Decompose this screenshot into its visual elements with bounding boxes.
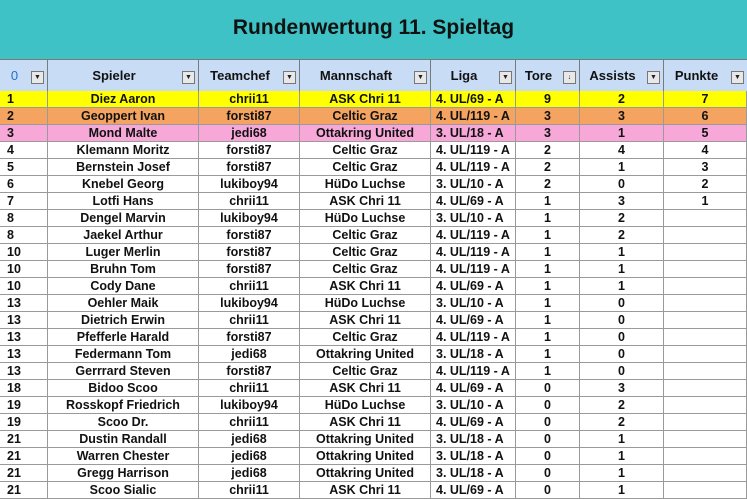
cell-rank[interactable]: 6 bbox=[0, 176, 48, 192]
cell-punkte[interactable] bbox=[664, 329, 747, 345]
cell-liga[interactable]: 4. UL/69 - A bbox=[431, 193, 516, 209]
cell-tore[interactable]: 2 bbox=[516, 176, 580, 192]
cell-assists[interactable]: 0 bbox=[580, 363, 664, 379]
cell-spieler[interactable]: Bruhn Tom bbox=[48, 261, 199, 277]
cell-tore[interactable]: 0 bbox=[516, 431, 580, 447]
table-row[interactable] bbox=[0, 159, 747, 176]
cell-tore[interactable]: 0 bbox=[516, 448, 580, 464]
table-row[interactable] bbox=[0, 448, 747, 465]
cell-liga[interactable]: 3. UL/10 - A bbox=[431, 397, 516, 413]
cell-tore[interactable]: 2 bbox=[516, 142, 580, 158]
cell-tore[interactable]: 1 bbox=[516, 227, 580, 243]
cell-teamchef[interactable]: chrii11 bbox=[199, 91, 300, 107]
cell-punkte[interactable] bbox=[664, 312, 747, 328]
cell-teamchef[interactable]: lukiboy94 bbox=[199, 397, 300, 413]
cell-spieler[interactable]: Rosskopf Friedrich bbox=[48, 397, 199, 413]
cell-punkte[interactable] bbox=[664, 397, 747, 413]
header-rank[interactable] bbox=[0, 60, 48, 91]
cell-punkte[interactable]: 2 bbox=[664, 176, 747, 192]
cell-assists[interactable]: 1 bbox=[580, 159, 664, 175]
cell-mannschaft[interactable]: Ottakring United bbox=[300, 431, 431, 447]
cell-teamchef[interactable]: forsti87 bbox=[199, 261, 300, 277]
cell-tore[interactable]: 1 bbox=[516, 295, 580, 311]
cell-spieler[interactable]: Dietrich Erwin bbox=[48, 312, 199, 328]
cell-liga[interactable]: 3. UL/18 - A bbox=[431, 125, 516, 141]
table-row[interactable] bbox=[0, 414, 747, 431]
cell-teamchef[interactable]: chrii11 bbox=[199, 193, 300, 209]
cell-mannschaft[interactable]: HüDo Luchse bbox=[300, 295, 431, 311]
cell-mannschaft[interactable]: ASK Chri 11 bbox=[300, 482, 431, 498]
cell-tore[interactable]: 1 bbox=[516, 363, 580, 379]
cell-punkte[interactable]: 4 bbox=[664, 142, 747, 158]
cell-punkte[interactable] bbox=[664, 244, 747, 260]
table-row[interactable] bbox=[0, 278, 747, 295]
table-row[interactable] bbox=[0, 312, 747, 329]
cell-spieler[interactable]: Cody Dane bbox=[48, 278, 199, 294]
cell-teamchef[interactable]: chrii11 bbox=[199, 414, 300, 430]
cell-liga[interactable]: 4. UL/119 - A bbox=[431, 261, 516, 277]
table-row[interactable] bbox=[0, 142, 747, 159]
cell-tore[interactable]: 0 bbox=[516, 465, 580, 481]
cell-rank[interactable]: 18 bbox=[0, 380, 48, 396]
cell-spieler[interactable]: Gregg Harrison bbox=[48, 465, 199, 481]
header-teamchef[interactable] bbox=[199, 60, 300, 91]
table-row[interactable] bbox=[0, 380, 747, 397]
cell-assists[interactable]: 3 bbox=[580, 193, 664, 209]
cell-assists[interactable]: 0 bbox=[580, 312, 664, 328]
cell-punkte[interactable]: 3 bbox=[664, 159, 747, 175]
cell-liga[interactable]: 3. UL/10 - A bbox=[431, 176, 516, 192]
title-bar bbox=[0, 0, 747, 59]
cell-rank[interactable]: 10 bbox=[0, 278, 48, 294]
cell-spieler[interactable]: Bernstein Josef bbox=[48, 159, 199, 175]
cell-liga[interactable]: 4. UL/119 - A bbox=[431, 227, 516, 243]
cell-assists[interactable]: 0 bbox=[580, 346, 664, 362]
table-row[interactable] bbox=[0, 244, 747, 261]
table-row[interactable] bbox=[0, 363, 747, 380]
cell-rank[interactable]: 21 bbox=[0, 448, 48, 464]
cell-mannschaft[interactable]: HüDo Luchse bbox=[300, 176, 431, 192]
header-rank-label: 0 bbox=[10, 68, 19, 83]
table-row[interactable] bbox=[0, 227, 747, 244]
cell-assists[interactable]: 0 bbox=[580, 329, 664, 345]
cell-assists[interactable]: 1 bbox=[580, 261, 664, 277]
header-liga-label: Liga bbox=[450, 68, 478, 83]
header-mannschaft[interactable] bbox=[300, 60, 431, 91]
cell-mannschaft[interactable]: ASK Chri 11 bbox=[300, 193, 431, 209]
cell-rank[interactable]: 13 bbox=[0, 363, 48, 379]
cell-punkte[interactable] bbox=[664, 227, 747, 243]
header-liga[interactable] bbox=[431, 60, 516, 91]
page-title: Rundenwertung 11. Spieltag bbox=[232, 16, 515, 39]
cell-tore[interactable]: 0 bbox=[516, 414, 580, 430]
cell-liga[interactable]: 4. UL/119 - A bbox=[431, 142, 516, 158]
cell-teamchef[interactable]: chrii11 bbox=[199, 380, 300, 396]
cell-spieler[interactable]: Lotfi Hans bbox=[48, 193, 199, 209]
table-row[interactable] bbox=[0, 346, 747, 363]
cell-liga[interactable]: 4. UL/119 - A bbox=[431, 108, 516, 124]
cell-assists[interactable]: 1 bbox=[580, 482, 664, 498]
cell-rank[interactable]: 21 bbox=[0, 482, 48, 498]
cell-punkte[interactable] bbox=[664, 295, 747, 311]
cell-spieler[interactable]: Jaekel Arthur bbox=[48, 227, 199, 243]
cell-assists[interactable]: 2 bbox=[580, 397, 664, 413]
cell-mannschaft[interactable]: ASK Chri 11 bbox=[300, 312, 431, 328]
cell-punkte[interactable] bbox=[664, 431, 747, 447]
header-assists[interactable] bbox=[580, 60, 664, 91]
cell-mannschaft[interactable]: Celtic Graz bbox=[300, 244, 431, 260]
cell-punkte[interactable]: 7 bbox=[664, 91, 747, 107]
table-row[interactable] bbox=[0, 125, 747, 142]
cell-assists[interactable]: 1 bbox=[580, 431, 664, 447]
cell-spieler[interactable]: Scoo Sialic bbox=[48, 482, 199, 498]
cell-liga[interactable]: 4. UL/69 - A bbox=[431, 91, 516, 107]
cell-tore[interactable]: 1 bbox=[516, 346, 580, 362]
cell-mannschaft[interactable]: Celtic Graz bbox=[300, 108, 431, 124]
filter-dropdown-icon[interactable]: ▼ bbox=[31, 71, 44, 84]
cell-mannschaft[interactable]: Ottakring United bbox=[300, 346, 431, 362]
cell-punkte[interactable] bbox=[664, 363, 747, 379]
filter-dropdown-icon[interactable]: ▼ bbox=[182, 71, 195, 84]
cell-mannschaft[interactable]: Celtic Graz bbox=[300, 329, 431, 345]
cell-punkte[interactable]: 6 bbox=[664, 108, 747, 124]
table-row[interactable] bbox=[0, 108, 747, 125]
cell-mannschaft[interactable]: Ottakring United bbox=[300, 125, 431, 141]
cell-rank[interactable]: 19 bbox=[0, 414, 48, 430]
cell-rank[interactable]: 19 bbox=[0, 397, 48, 413]
cell-mannschaft[interactable]: Celtic Graz bbox=[300, 142, 431, 158]
cell-rank[interactable]: 7 bbox=[0, 193, 48, 209]
cell-tore[interactable]: 1 bbox=[516, 210, 580, 226]
cell-assists[interactable]: 2 bbox=[580, 227, 664, 243]
cell-assists[interactable]: 2 bbox=[580, 210, 664, 226]
cell-teamchef[interactable]: chrii11 bbox=[199, 482, 300, 498]
cell-teamchef[interactable]: chrii11 bbox=[199, 278, 300, 294]
cell-mannschaft[interactable]: ASK Chri 11 bbox=[300, 414, 431, 430]
cell-mannschaft[interactable]: ASK Chri 11 bbox=[300, 91, 431, 107]
cell-rank[interactable]: 13 bbox=[0, 346, 48, 362]
cell-spieler[interactable]: Mond Malte bbox=[48, 125, 199, 141]
cell-liga[interactable]: 4. UL/69 - A bbox=[431, 312, 516, 328]
cell-assists[interactable]: 3 bbox=[580, 380, 664, 396]
cell-rank[interactable]: 21 bbox=[0, 431, 48, 447]
cell-liga[interactable]: 4. UL/69 - A bbox=[431, 278, 516, 294]
cell-tore[interactable]: 0 bbox=[516, 380, 580, 396]
filter-dropdown-icon[interactable]: ▼ bbox=[283, 71, 296, 84]
cell-rank[interactable]: 8 bbox=[0, 227, 48, 243]
cell-rank[interactable]: 8 bbox=[0, 210, 48, 226]
cell-assists[interactable]: 2 bbox=[580, 414, 664, 430]
cell-punkte[interactable] bbox=[664, 346, 747, 362]
cell-tore[interactable]: 1 bbox=[516, 278, 580, 294]
cell-rank[interactable]: 13 bbox=[0, 312, 48, 328]
table-row[interactable] bbox=[0, 193, 747, 210]
cell-teamchef[interactable]: jedi68 bbox=[199, 346, 300, 362]
header-mannschaft-label: Mannschaft bbox=[319, 68, 393, 83]
cell-liga[interactable]: 3. UL/18 - A bbox=[431, 431, 516, 447]
cell-tore[interactable]: 2 bbox=[516, 159, 580, 175]
cell-spieler[interactable]: Pfefferle Harald bbox=[48, 329, 199, 345]
table-row[interactable] bbox=[0, 465, 747, 482]
cell-tore[interactable]: 1 bbox=[516, 312, 580, 328]
cell-assists[interactable]: 2 bbox=[580, 91, 664, 107]
cell-tore[interactable]: 1 bbox=[516, 244, 580, 260]
sort-descending-icon[interactable]: ↓ bbox=[563, 71, 576, 84]
cell-assists[interactable]: 1 bbox=[580, 125, 664, 141]
cell-rank[interactable]: 5 bbox=[0, 159, 48, 175]
cell-rank[interactable]: 13 bbox=[0, 295, 48, 311]
header-spieler[interactable] bbox=[48, 60, 199, 91]
cell-rank[interactable]: 3 bbox=[0, 125, 48, 141]
cell-teamchef[interactable]: jedi68 bbox=[199, 431, 300, 447]
cell-assists[interactable]: 3 bbox=[580, 108, 664, 124]
cell-mannschaft[interactable]: Celtic Graz bbox=[300, 261, 431, 277]
cell-spieler[interactable]: Dengel Marvin bbox=[48, 210, 199, 226]
cell-spieler[interactable]: Federmann Tom bbox=[48, 346, 199, 362]
cell-assists[interactable]: 0 bbox=[580, 295, 664, 311]
cell-spieler[interactable]: Warren Chester bbox=[48, 448, 199, 464]
cell-mannschaft[interactable]: Celtic Graz bbox=[300, 159, 431, 175]
table-row[interactable] bbox=[0, 295, 747, 312]
table-row[interactable] bbox=[0, 329, 747, 346]
cell-spieler[interactable]: Oehler Maik bbox=[48, 295, 199, 311]
cell-mannschaft[interactable]: Ottakring United bbox=[300, 448, 431, 464]
table-row[interactable] bbox=[0, 91, 747, 108]
table-row[interactable] bbox=[0, 210, 747, 227]
cell-punkte[interactable] bbox=[664, 380, 747, 396]
cell-liga[interactable]: 4. UL/69 - A bbox=[431, 414, 516, 430]
cell-assists[interactable]: 0 bbox=[580, 176, 664, 192]
cell-punkte[interactable] bbox=[664, 261, 747, 277]
cell-teamchef[interactable]: forsti87 bbox=[199, 159, 300, 175]
cell-liga[interactable]: 3. UL/18 - A bbox=[431, 346, 516, 362]
cell-tore[interactable]: 3 bbox=[516, 125, 580, 141]
cell-liga[interactable]: 4. UL/119 - A bbox=[431, 159, 516, 175]
cell-mannschaft[interactable]: Ottakring United bbox=[300, 465, 431, 481]
cell-teamchef[interactable]: forsti87 bbox=[199, 363, 300, 379]
filter-dropdown-icon[interactable]: ▼ bbox=[731, 71, 744, 84]
cell-liga[interactable]: 3. UL/18 - A bbox=[431, 465, 516, 481]
header-row bbox=[0, 59, 747, 92]
header-punkte[interactable] bbox=[664, 60, 747, 91]
cell-teamchef[interactable]: jedi68 bbox=[199, 448, 300, 464]
table-row[interactable] bbox=[0, 397, 747, 414]
cell-mannschaft[interactable]: Celtic Graz bbox=[300, 363, 431, 379]
header-spieler-label: Spieler bbox=[92, 68, 136, 83]
cell-rank[interactable]: 4 bbox=[0, 142, 48, 158]
cell-teamchef[interactable]: forsti87 bbox=[199, 329, 300, 345]
cell-spieler[interactable]: Geoppert Ivan bbox=[48, 108, 199, 124]
filter-dropdown-icon[interactable]: ▼ bbox=[499, 71, 512, 84]
cell-assists[interactable]: 1 bbox=[580, 244, 664, 260]
cell-spieler[interactable]: Bidoo Scoo bbox=[48, 380, 199, 396]
cell-tore[interactable]: 1 bbox=[516, 261, 580, 277]
cell-tore[interactable]: 1 bbox=[516, 193, 580, 209]
cell-rank[interactable]: 10 bbox=[0, 261, 48, 277]
table-row[interactable] bbox=[0, 482, 747, 499]
cell-punkte[interactable] bbox=[664, 414, 747, 430]
cell-teamchef[interactable]: jedi68 bbox=[199, 125, 300, 141]
cell-assists[interactable]: 1 bbox=[580, 448, 664, 464]
table-row[interactable] bbox=[0, 261, 747, 278]
header-tore[interactable] bbox=[516, 60, 580, 91]
table-row[interactable] bbox=[0, 176, 747, 193]
cell-punkte[interactable] bbox=[664, 448, 747, 464]
cell-liga[interactable]: 3. UL/10 - A bbox=[431, 295, 516, 311]
cell-liga[interactable]: 4. UL/69 - A bbox=[431, 380, 516, 396]
cell-rank[interactable]: 2 bbox=[0, 108, 48, 124]
cell-rank[interactable]: 1 bbox=[0, 91, 48, 107]
cell-liga[interactable]: 4. UL/119 - A bbox=[431, 329, 516, 345]
cell-teamchef[interactable]: forsti87 bbox=[199, 142, 300, 158]
cell-assists[interactable]: 4 bbox=[580, 142, 664, 158]
cell-mannschaft[interactable]: ASK Chri 11 bbox=[300, 380, 431, 396]
cell-spieler[interactable]: Klemann Moritz bbox=[48, 142, 199, 158]
cell-spieler[interactable]: Scoo Dr. bbox=[48, 414, 199, 430]
cell-tore[interactable]: 0 bbox=[516, 482, 580, 498]
cell-liga[interactable]: 4. UL/69 - A bbox=[431, 482, 516, 498]
header-teamchef-label: Teamchef bbox=[210, 68, 270, 83]
cell-spieler[interactable]: Luger Merlin bbox=[48, 244, 199, 260]
cell-mannschaft[interactable]: Celtic Graz bbox=[300, 227, 431, 243]
filter-dropdown-icon[interactable]: ▼ bbox=[647, 71, 660, 84]
cell-spieler[interactable]: Dustin Randall bbox=[48, 431, 199, 447]
header-assists-label: Assists bbox=[589, 68, 636, 83]
cell-punkte[interactable] bbox=[664, 482, 747, 498]
cell-tore[interactable]: 9 bbox=[516, 91, 580, 107]
cell-assists[interactable]: 1 bbox=[580, 278, 664, 294]
cell-liga[interactable]: 4. UL/119 - A bbox=[431, 244, 516, 260]
cell-rank[interactable]: 10 bbox=[0, 244, 48, 260]
header-tore-label: Tore bbox=[524, 68, 553, 83]
cell-teamchef[interactable]: forsti87 bbox=[199, 108, 300, 124]
cell-teamchef[interactable]: chrii11 bbox=[199, 312, 300, 328]
cell-punkte[interactable]: 1 bbox=[664, 193, 747, 209]
cell-spieler[interactable]: Gerrrard Steven bbox=[48, 363, 199, 379]
cell-assists[interactable]: 1 bbox=[580, 465, 664, 481]
header-punkte-label: Punkte bbox=[674, 68, 719, 83]
cell-spieler[interactable]: Knebel Georg bbox=[48, 176, 199, 192]
cell-liga[interactable]: 3. UL/18 - A bbox=[431, 448, 516, 464]
table-row[interactable] bbox=[0, 431, 747, 448]
cell-teamchef[interactable]: lukiboy94 bbox=[199, 176, 300, 192]
cell-spieler[interactable]: Diez Aaron bbox=[48, 91, 199, 107]
cell-punkte[interactable] bbox=[664, 278, 747, 294]
cell-teamchef[interactable]: jedi68 bbox=[199, 465, 300, 481]
cell-punkte[interactable]: 5 bbox=[664, 125, 747, 141]
cell-teamchef[interactable]: forsti87 bbox=[199, 227, 300, 243]
cell-rank[interactable]: 13 bbox=[0, 329, 48, 345]
cell-tore[interactable]: 0 bbox=[516, 397, 580, 413]
cell-teamchef[interactable]: lukiboy94 bbox=[199, 210, 300, 226]
filter-dropdown-icon[interactable]: ▼ bbox=[414, 71, 427, 84]
cell-teamchef[interactable]: lukiboy94 bbox=[199, 295, 300, 311]
cell-teamchef[interactable]: forsti87 bbox=[199, 244, 300, 260]
cell-mannschaft[interactable]: ASK Chri 11 bbox=[300, 278, 431, 294]
cell-liga[interactable]: 4. UL/119 - A bbox=[431, 363, 516, 379]
cell-tore[interactable]: 1 bbox=[516, 329, 580, 345]
cell-liga[interactable]: 3. UL/10 - A bbox=[431, 210, 516, 226]
cell-mannschaft[interactable]: HüDo Luchse bbox=[300, 397, 431, 413]
cell-punkte[interactable] bbox=[664, 465, 747, 481]
cell-mannschaft[interactable]: HüDo Luchse bbox=[300, 210, 431, 226]
cell-rank[interactable]: 21 bbox=[0, 465, 48, 481]
cell-tore[interactable]: 3 bbox=[516, 108, 580, 124]
cell-punkte[interactable] bbox=[664, 210, 747, 226]
